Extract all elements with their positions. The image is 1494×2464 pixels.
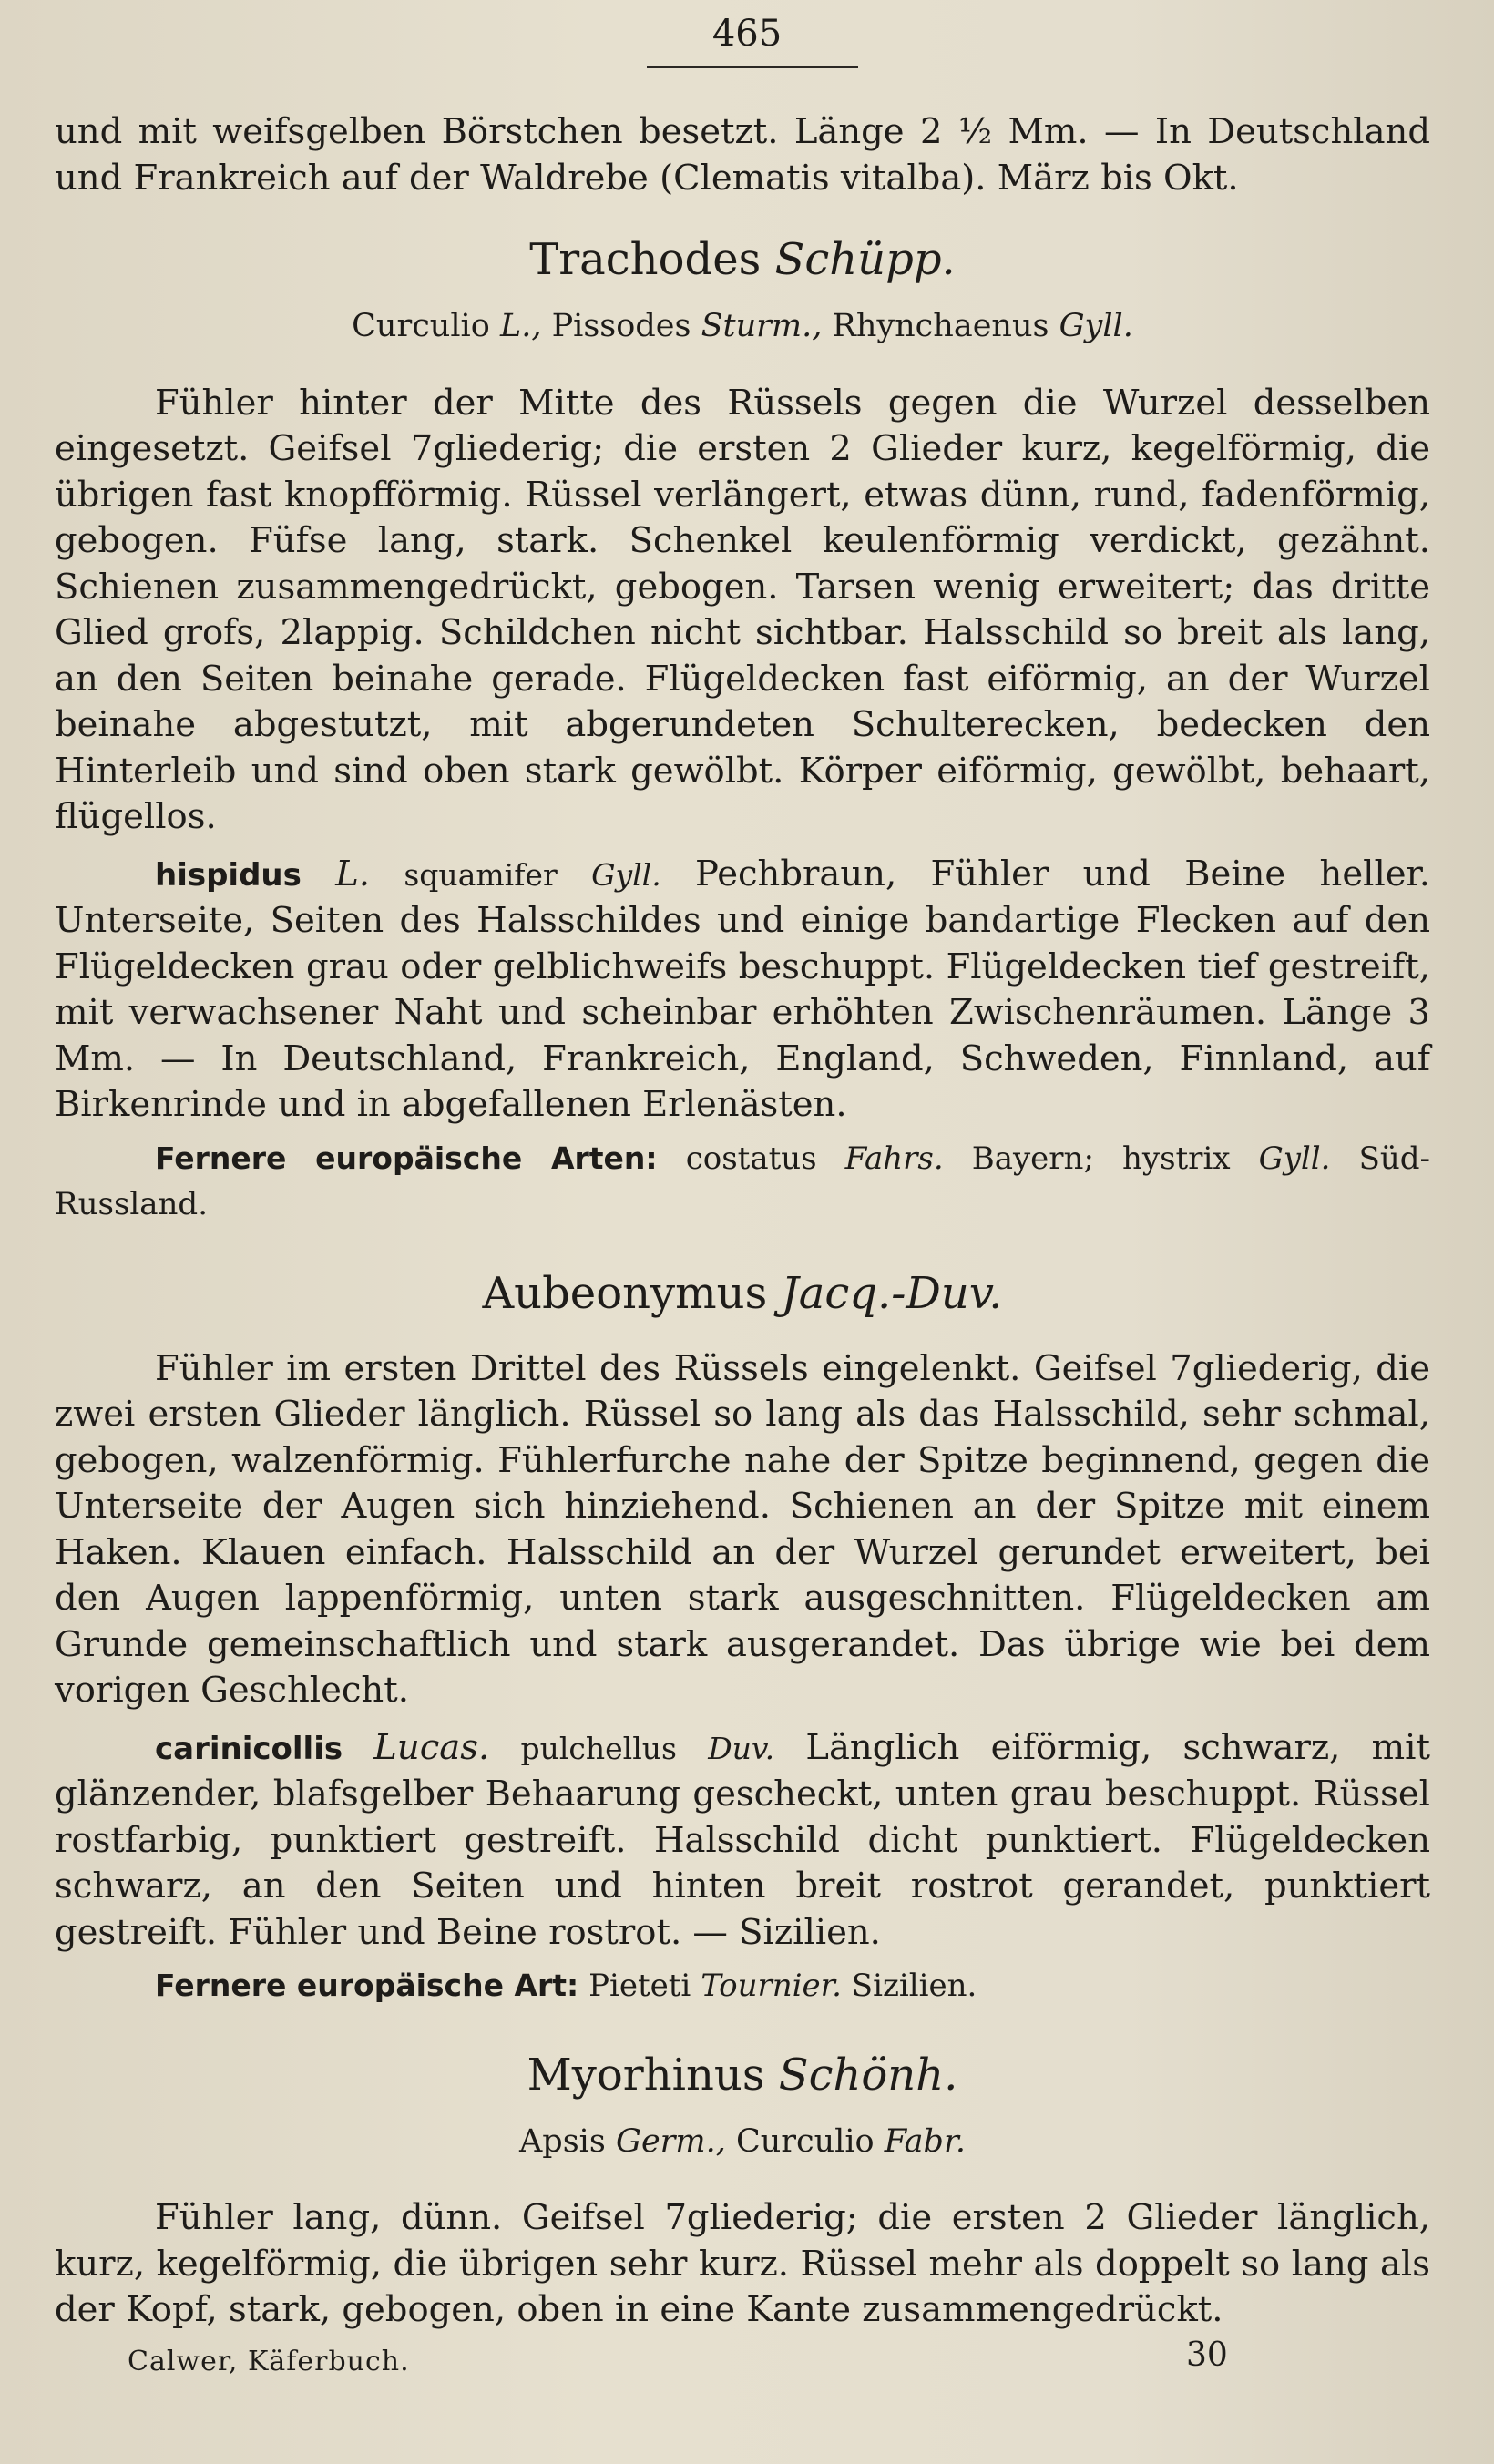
further-species-name: costatus — [685, 1140, 817, 1177]
genus-heading-myorhinus — [55, 2050, 1430, 2101]
synonym-name: Apsis — [519, 2122, 606, 2160]
synonym-author: Gyll. — [1059, 308, 1133, 344]
synonyms-line — [55, 2119, 1430, 2165]
further-species — [55, 1963, 1430, 2009]
genus-name: Trachodes — [529, 234, 762, 285]
species-synonym: squamifer — [404, 856, 558, 893]
genus-author: Jacq.-Duv. — [781, 1267, 1003, 1319]
further-species-author: Fahrs. — [844, 1140, 944, 1177]
further-species-region: Sizilien. — [851, 1968, 977, 2004]
synonym-author: Germ., — [615, 2122, 726, 2160]
page-content — [55, 109, 1430, 2334]
synonym-author: L., — [499, 308, 542, 344]
species-name: hispidus — [155, 856, 302, 894]
genus-description: Fühler hinter der Mitte des Rüssels gegen die Wurzel desselben eingesetzt. Geifsel 7gliederig; die ersten 2 Glieder kurz, kegelförmig, die übrigen fast knopfförmig. Rüssel verlängert, etwas dünn, rund, fadenförmig, gebogen. Füfse lang, stark. Schenkel keulenförmig verdickt, gezähnt. Schienen zusammengedrückt, gebogen. Tarsen wenig erweitert; das dritte Glied grofs, 2lappig. Schildchen nicht sichtbar. Halsschild so breit als lang, an den Seiten beinahe gerade. Flügeldecken fast eiförmig, an der Wurzel beinahe abgestutzt, mit abgerundeten Schulterecken, bedecken den Hinterleib und sind oben stark gewölbt. Körper eiförmig, gewölbt, behaart, flügellos. — [55, 382, 1430, 837]
genus-author: Schüpp. — [774, 234, 956, 285]
synonyms-line — [55, 303, 1430, 350]
species-description: Pechbraun, Fühler und Beine heller. Unterseite, Seiten des Halsschildes und einige bandartige Flecken auf den Flügeldecken grau oder gelblichweifs beschuppt. Flügeldecken tief gestreift, mit verwachsener Naht und scheinbar erhöhten Zwischenräumen. Länge 3 Mm. — In Deutschland, Frankreich, England, Schweden, Finnland, auf Birkenrinde und in abgefallenen Erlenästen. — [55, 853, 1430, 1125]
genus-name: Myorhinus — [527, 2049, 765, 2101]
page-number: 465 — [711, 13, 783, 55]
synonym-author: Fabr. — [884, 2122, 966, 2160]
species-name: carinicollis — [155, 1730, 343, 1767]
further-species-region: Bayern; — [971, 1140, 1094, 1177]
genus-author: Schönh. — [778, 2049, 958, 2101]
further-species — [55, 1136, 1430, 1228]
genus-name: Aubeonymus — [482, 1267, 768, 1319]
further-species-author: Gyll. — [1258, 1140, 1331, 1177]
species-description: Länglich eiförmig, schwarz, mit glänzender, blafsgelber Behaarung gescheckt, unten grau beschuppt. Rüssel rostfarbig, punktiert gestreift. Halsschild dicht punktiert. Flügeldecken schwarz, an den Seiten und hinten breit rostrot gerandet, punktiert gestreift. Fühler und Beine rostrot. — Sizilien. — [55, 1726, 1430, 1953]
further-species-author: Tournier. — [701, 1968, 842, 2004]
species-synonym-author: Gyll. — [591, 856, 661, 893]
synonym-name: Rhynchaenus — [832, 308, 1049, 344]
species-synonym: pulchellus — [520, 1730, 677, 1766]
genus-description: Fühler im ersten Drittel des Rüssels eingelenkt. Geifsel 7gliederig, die zwei ersten Glieder länglich. Rüssel so lang als das Halsschild, sehr schmal, gebogen, walzenförmig. Fühlerfurche nahe der Spitze beginnend, gegen die Unterseite der Augen sich hinziehend. Schienen an der Spitze mit einem Haken. Klauen einfach. Halsschild an der Wurzel gerundet erweitert, bei den Augen lappenförmig, unten stark ausgeschnitten. Flügeldecken am Grunde gemeinschaftlich und stark ausgerandet. Das übrige wie bei dem vorigen Geschlecht. — [55, 1347, 1430, 1711]
opening-paragraph: und mit weifsgelben Börstchen besetzt. Länge 2 ½ Mm. — In Deutschland und Frankreich auf der Waldrebe (Clematis vitalba). März bis Okt. — [55, 111, 1430, 199]
synonym-name: Curculio — [352, 308, 490, 344]
genus-description: Fühler lang, dünn. Geifsel 7gliederig; die ersten 2 Glieder länglich, kurz, kegelförmig, die übrigen sehr kurz. Rüssel mehr als doppelt so lang als der Kopf, stark, gebogen, oben in eine Kante zusammengedrückt. — [55, 2197, 1430, 2330]
species-author: Lucas. — [374, 1726, 490, 1768]
sheet-number: 30 — [1186, 2336, 1228, 2374]
genus-heading-aubeonymus — [55, 1268, 1430, 1319]
synonym-author: Sturm., — [701, 308, 823, 344]
species-entry — [55, 852, 1430, 1129]
genus-heading-trachodes — [55, 234, 1430, 285]
further-species-name: hystrix — [1121, 1140, 1231, 1177]
further-species-region: Süd-Russland. — [55, 1140, 1431, 1222]
species-author: L. — [335, 853, 371, 895]
further-label: Fernere europäische Arten: — [155, 1140, 658, 1176]
species-entry — [55, 1725, 1430, 1957]
further-label: Fernere europäische Art: — [155, 1968, 579, 2003]
synonym-name: Pissodes — [551, 308, 691, 344]
synonym-name: Curculio — [735, 2122, 875, 2160]
footer-book-title: Calwer, Käferbuch. — [128, 2346, 410, 2377]
species-synonym-author: Duv. — [708, 1730, 775, 1766]
further-species-name: Pieteti — [588, 1968, 691, 2004]
header-rule — [647, 66, 858, 68]
